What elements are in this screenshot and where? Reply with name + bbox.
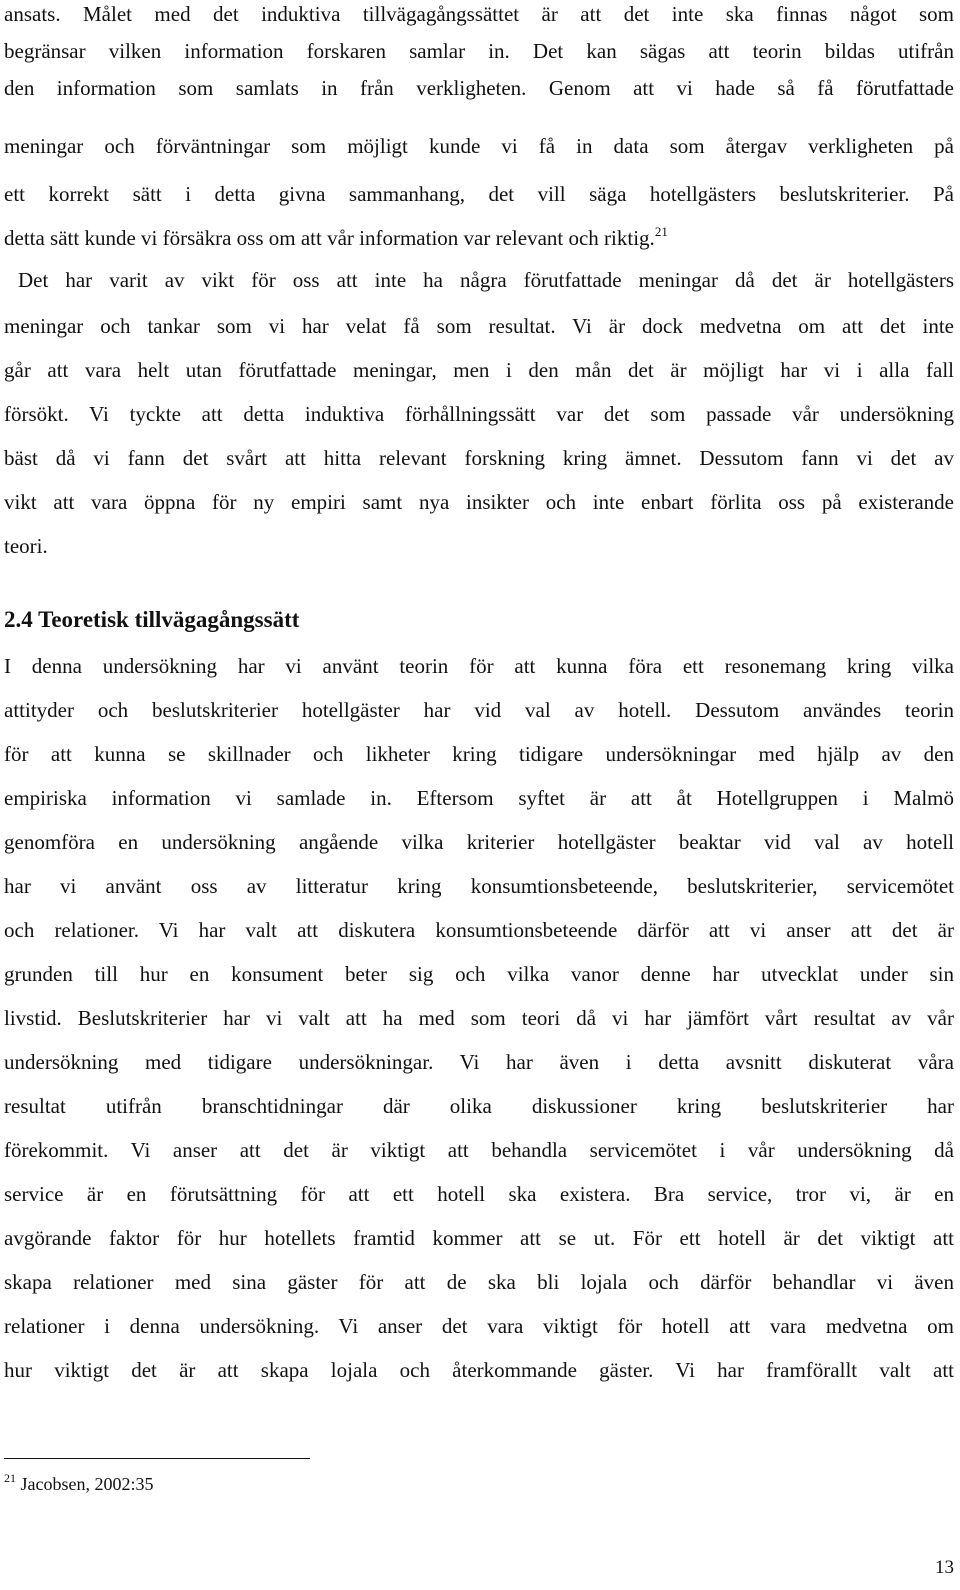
text-line: hur viktigt det är att skapa lojala och återkommande gäster. Vi har framförallt valt att xyxy=(4,1358,954,1382)
text-line: genomföra en undersökning angående vilka kriterier hotellgäster beaktar vid val av hotell xyxy=(4,830,954,854)
text-line: vikt att vara öppna för ny empiri samt nya insikter och inte enbart förlita oss på existerande xyxy=(4,490,954,514)
text-line: undersökning med tidigare undersökningar. Vi har även i detta avsnitt diskuterat våra xyxy=(4,1050,954,1074)
text-line: Det har varit av vikt för oss att inte ha några förutfattade meningar då det är hotellgästers xyxy=(18,268,954,292)
text-line: har vi använt oss av litteratur kring konsumtionsbeteende, beslutskriterier, servicemötet xyxy=(4,874,954,898)
text-line: förekommit. Vi anser att det är viktigt att behandla servicemötet i vår undersökning då xyxy=(4,1138,954,1162)
text-line: försökt. Vi tyckte att detta induktiva förhållningssätt var det som passade vår undersökning xyxy=(4,402,954,426)
text-line: service är en förutsättning för att ett hotell ska existera. Bra service, tror vi, är en xyxy=(4,1182,954,1206)
text-line: och relationer. Vi har valt att diskutera konsumtionsbeteende därför att vi anser att det är xyxy=(4,918,954,942)
page-number: 13 xyxy=(935,1557,954,1578)
text-line xyxy=(4,224,954,252)
footnote-separator xyxy=(4,1458,310,1459)
text-line: begränsar vilken information forskaren samlar in. Det kan sägas att teorin bildas utifrån xyxy=(4,39,954,63)
text-line: skapa relationer med sina gäster för att de ska bli lojala och därför behandlar vi även xyxy=(4,1270,954,1294)
text-line: bäst då vi fann det svårt att hitta relevant forskning kring ämnet. Dessutom fann vi det av xyxy=(4,446,954,470)
footnote-number: 21 xyxy=(4,1471,16,1485)
text-line: ansats. Målet med det induktiva tillvägagångssättet är att det inte ska finnas något som xyxy=(4,2,954,26)
text-line: meningar och tankar som vi har velat få som resultat. Vi är dock medvetna om att det inte xyxy=(4,314,954,338)
text-line: grunden till hur en konsument beter sig och vilka vanor denne har utvecklat under sin xyxy=(4,962,954,986)
text-line-content: detta sätt kunde vi försäkra oss om att vår information var relevant och riktig. xyxy=(4,226,655,250)
text-line: meningar och förväntningar som möjligt kunde vi få in data som återgav verkligheten på xyxy=(4,134,954,158)
section-heading: 2.4 Teoretisk tillvägagångssätt xyxy=(4,607,300,632)
footnote-text: Jacobsen, 2002:35 xyxy=(20,1474,154,1494)
text-line: resultat utifrån branschtidningar där olika diskussioner kring beslutskriterier har xyxy=(4,1094,954,1118)
footnote xyxy=(4,1472,153,1496)
text-line: den information som samlats in från verkligheten. Genom att vi hade så få förutfattade xyxy=(4,76,954,100)
text-line: ett korrekt sätt i detta givna sammanhang, det vill säga hotellgästers beslutskriterier. På xyxy=(4,182,954,206)
text-line: attityder och beslutskriterier hotellgäster har vid val av hotell. Dessutom användes teorin xyxy=(4,698,954,722)
text-line: livstid. Beslutskriterier har vi valt att ha med som teori då vi har jämfört vårt resultat av vår xyxy=(4,1006,954,1030)
text-line: empiriska information vi samlade in. Eftersom syftet är att åt Hotellgruppen i Malmö xyxy=(4,786,954,810)
text-line: avgörande faktor för hur hotellets framtid kommer att se ut. För ett hotell är det viktigt att xyxy=(4,1226,954,1250)
text-line: går att vara helt utan förutfattade meningar, men i den mån det är möjligt har vi i alla fall xyxy=(4,358,954,382)
text-line: relationer i denna undersökning. Vi anser det vara viktigt för hotell att vara medvetna om xyxy=(4,1314,954,1338)
text-line: teori. xyxy=(4,534,48,558)
text-line: I denna undersökning har vi använt teorin för att kunna föra ett resonemang kring vilka xyxy=(4,654,954,678)
text-line: för att kunna se skillnader och likheter kring tidigare undersökningar med hjälp av den xyxy=(4,742,954,766)
footnote-reference: 21 xyxy=(654,224,668,239)
